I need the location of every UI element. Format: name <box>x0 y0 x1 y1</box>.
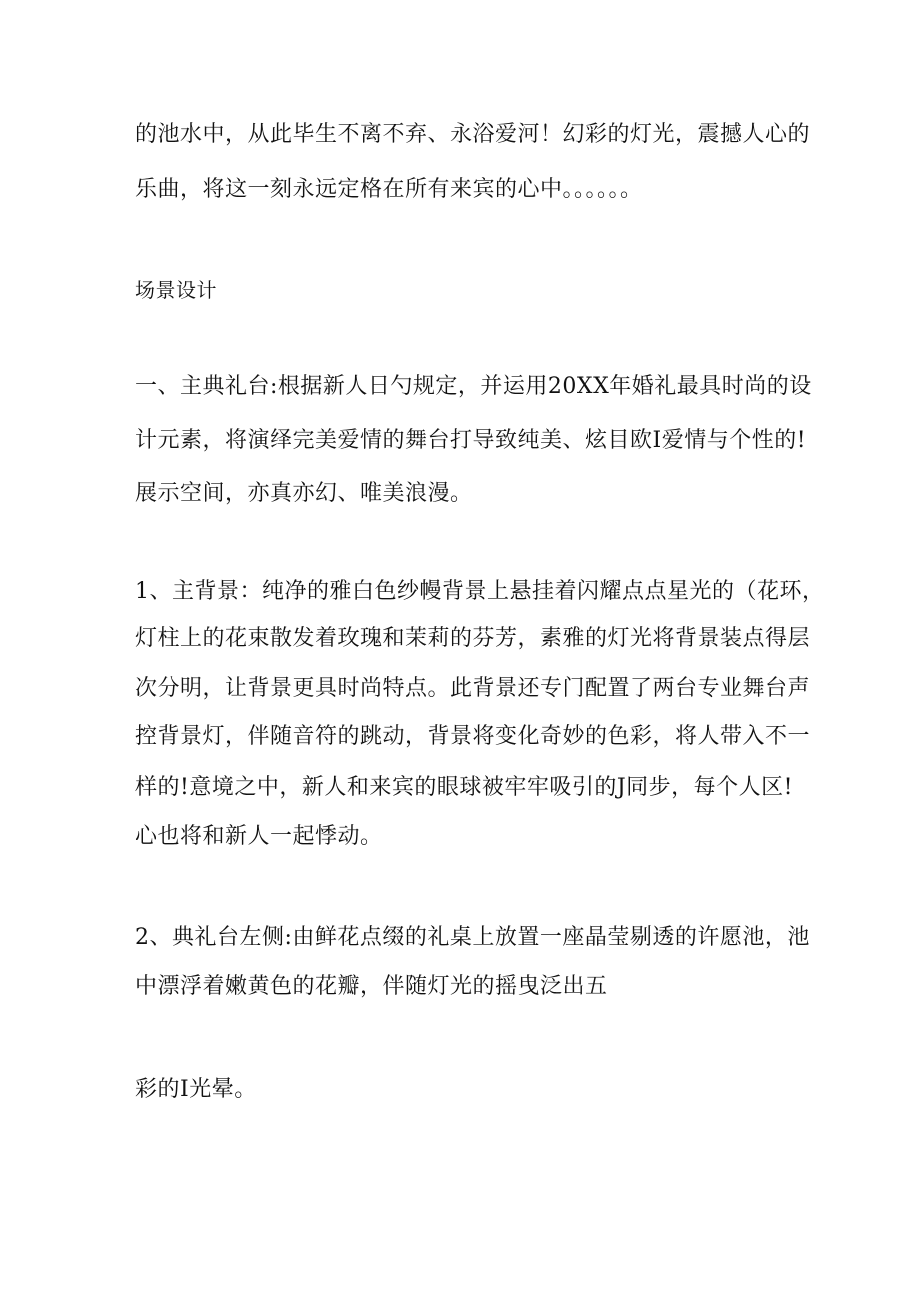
paragraph-1-line-1: 的池水中，从此毕生不离不弃、永浴爱河！幻彩的灯光，震撼人心的 <box>135 122 811 147</box>
paragraph-3-line-2: 计元素，将演绎完美爱情的舞台打导致纯美、炫目欧I爱情与个性的! <box>135 428 807 453</box>
paragraph-3-line-3: 展示空间，亦真亦幻、唯美浪漫。 <box>135 481 473 506</box>
paragraph-4-line-2: 灯柱上的花束散发着玫瑰和茉莉的芬芳，素雅的灯光将背景装点得层 <box>135 626 811 651</box>
paragraph-1-line-2: 乐曲，将这一刻永远定格在所有来宾的心中。。。。。。 <box>135 177 643 202</box>
paragraph-6-line-1: 彩的I光晕。 <box>135 1077 257 1102</box>
paragraph-4-line-5: 样的!意境之中，新人和来宾的眼球被牢牢吸引的J同步，每个人区! <box>135 775 794 800</box>
section-heading: 场景设计 <box>135 278 217 302</box>
paragraph-3-line-1: 一、主典礼台:根据新人日勺规定，并运用20XX年婚礼最具时尚的设 <box>135 374 812 399</box>
paragraph-5-line-1: 2、典礼台左侧:由鲜花点缀的礼桌上放置一座晶莹剔透的许愿池，池 <box>135 925 810 950</box>
paragraph-4-line-3: 次分明，让背景更具时尚特点。此背景还专门配置了两台专业舞台声 <box>135 676 811 701</box>
paragraph-4-line-1: 1、主背景：纯净的雅白色纱幔背景上悬挂着闪耀点点星光的（花环， <box>135 579 825 604</box>
paragraph-4-line-6: 心也将和新人一起悸动。 <box>135 824 383 849</box>
paragraph-4-line-4: 控背景灯，伴随音符的跳动，背景将变化奇妙的色彩，将人带入不一 <box>135 724 811 749</box>
paragraph-5-line-2: 中漂浮着嫩黄色的花瓣，伴随灯光的摇曳泛出五 <box>135 974 608 999</box>
